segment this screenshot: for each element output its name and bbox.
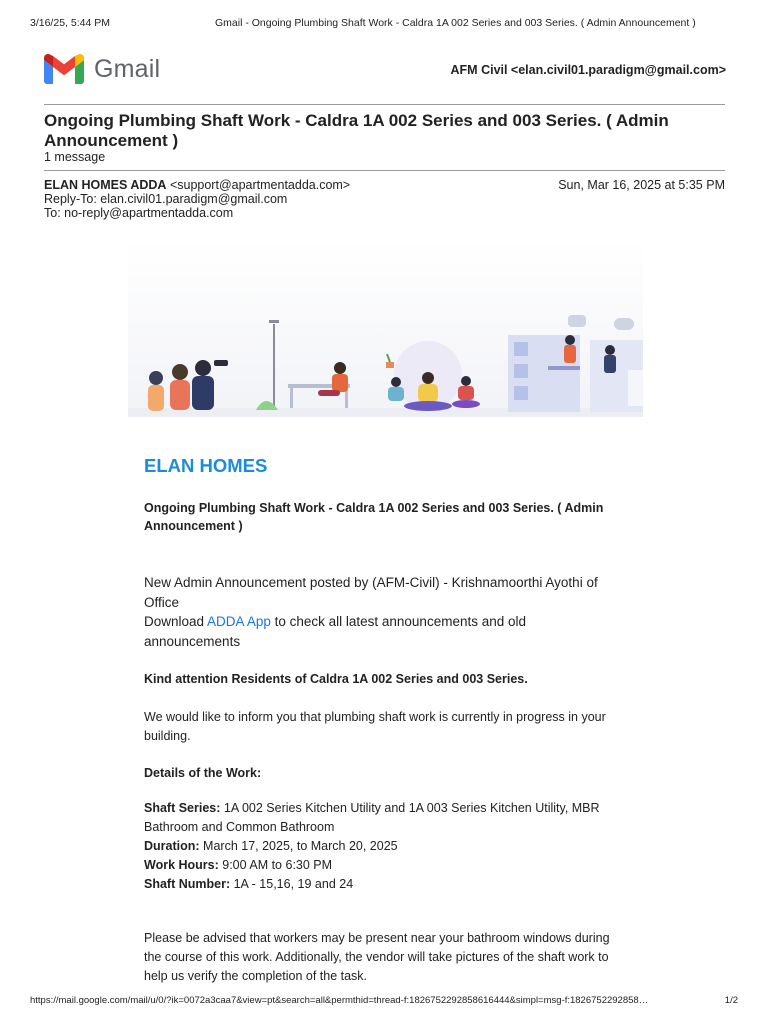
email-subject: Ongoing Plumbing Shaft Work - Caldra 1A 002 Series and 003 Series. ( Admin Announcement )	[44, 111, 669, 150]
detail-label: Work Hours:	[144, 858, 219, 872]
message-divider	[44, 170, 725, 171]
community-illustration	[128, 240, 643, 417]
detail-label: Shaft Series:	[144, 801, 221, 815]
print-footer-url: https://mail.google.com/mail/u/0/?ik=0072a3caa7&view=pt&search=all&permthid=thread-f:1826752292858616444&simpl=msg-f:1826752292858…	[30, 995, 649, 1006]
detail-label: Shaft Number:	[144, 877, 231, 891]
announcement-title: Ongoing Plumbing Shaft Work - Caldra 1A 002 Series and 003 Series. ( Admin Announcement )	[144, 501, 604, 533]
gmail-wordmark: Gmail	[94, 54, 161, 83]
detail-label: Duration:	[144, 839, 200, 853]
detail-value: 9:00 AM to 6:30 PM	[218, 858, 333, 872]
print-date: 3/16/25, 5:44 PM	[30, 17, 110, 29]
elan-homes-title: ELAN HOMES	[144, 455, 268, 476]
message-date: Sun, Mar 16, 2025 at 5:35 PM	[558, 178, 725, 192]
posted-by: New Admin Announcement posted by (AFM-Civil) - Krishnamoorthi Ayothi of Office	[144, 575, 598, 610]
download-suffix: to check all latest announcements and old announcements	[144, 614, 527, 649]
inform-paragraph: We would like to inform you that plumbing shaft work is currently in progress in your building.	[144, 710, 606, 743]
detail-value: 1A - 15,16, 19 and 24	[230, 877, 354, 891]
sender-email[interactable]: <support@apartmentadda.com>	[169, 178, 351, 192]
adda-app-link[interactable]: ADDA App	[207, 614, 271, 629]
download-line	[144, 612, 614, 652]
advisory-paragraph: Please be advised that workers may be present near your bathroom windows during the course of this work. Additionally, the vendor will take pictures of the shaft work to help us verify the completion of the task.	[144, 931, 610, 983]
print-page-number: 1/2	[724, 995, 738, 1006]
download-prefix: Download	[144, 614, 208, 629]
to-line: To: no-reply@apartmentadda.com	[44, 206, 234, 220]
sender-name: ELAN HOMES ADDA	[44, 178, 167, 192]
gmail-logo-icon	[44, 54, 84, 84]
details-heading: Details of the Work:	[144, 766, 262, 780]
account-email: AFM Civil <elan.civil01.paradigm@gmail.com>	[450, 63, 726, 77]
header-divider	[44, 104, 725, 105]
detail-value: 1A 002 Series Kitchen Utility and 1A 003 Series Kitchen Utility, MBR Bathroom and Common Bathroom	[144, 801, 600, 834]
print-title: Gmail - Ongoing Plumbing Shaft Work - Caldra 1A 002 Series and 003 Series. ( Admin Announcement )	[215, 17, 696, 29]
detail-value: March 17, 2025, to March 20, 2025	[199, 839, 398, 853]
attention-line: Kind attention Residents of Caldra 1A 002 Series and 003 Series.	[144, 672, 528, 686]
details-list	[144, 799, 614, 894]
detail-duration	[144, 837, 614, 856]
detail-shaft-series	[144, 799, 614, 837]
reply-to-line: Reply-To: elan.civil01.paradigm@gmail.com	[44, 192, 288, 206]
gmail-brand[interactable]	[44, 54, 160, 84]
from-line	[44, 178, 350, 192]
detail-work-hours	[144, 856, 614, 875]
detail-shaft-number	[144, 875, 614, 894]
message-count: 1 message	[44, 150, 106, 164]
